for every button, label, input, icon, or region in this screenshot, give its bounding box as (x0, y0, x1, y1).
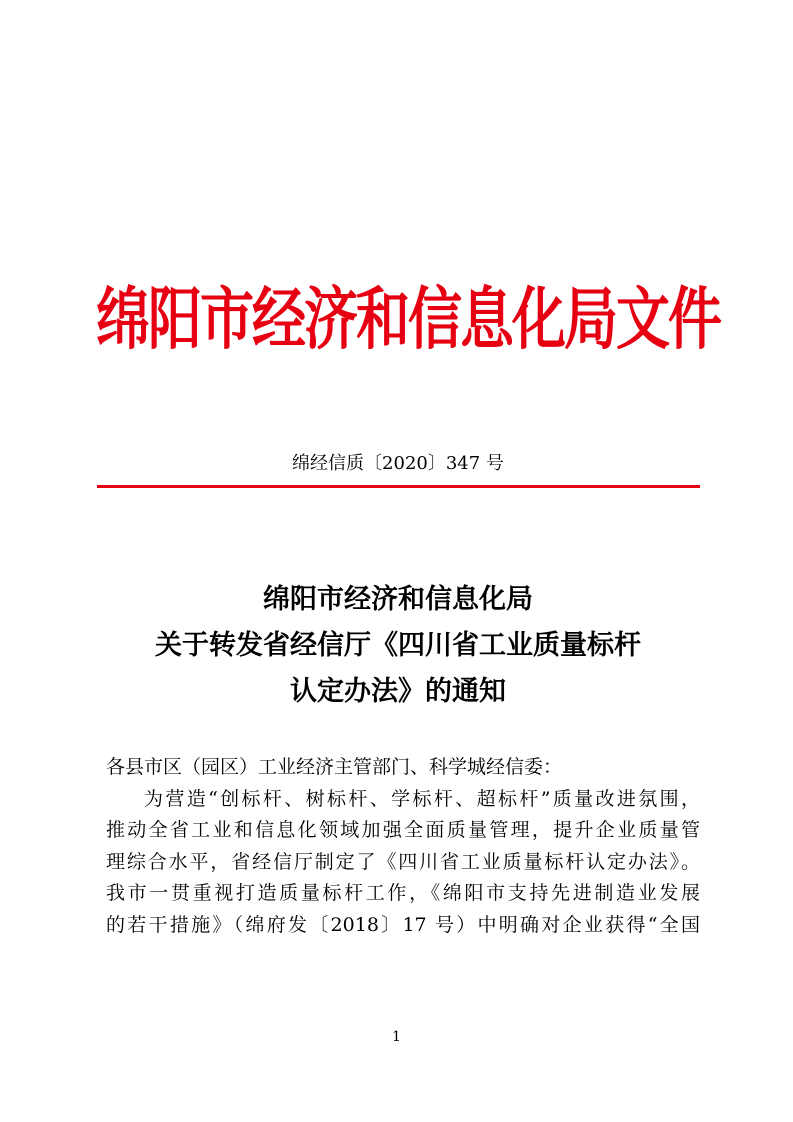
notice-title-line: 绵阳市经济和信息化局 (263, 584, 533, 615)
notice-title-line: 关于转发省经信厅《四川省工业质量标杆 (155, 630, 641, 661)
document-number: 绵经信质〔2020〕347 号 (292, 453, 504, 474)
paragraph-line: 理综合水平，省经信厅制定了《四川省工业质量标杆认定办法》。 (106, 850, 700, 873)
notice-title-line: 认定办法》的通知 (290, 676, 506, 707)
paragraph-line: 的若干措施》（绵府发〔2018〕17 号）中明确对企业获得“全国 (106, 913, 700, 936)
page-number: 1 (392, 1029, 401, 1045)
red-header-title: 绵阳市经济和信息化局文件 (96, 279, 720, 359)
paragraph-line: 为营造“创标杆、树标杆、学标杆、超标杆”质量改进氛围， (144, 787, 700, 810)
body-text (106, 752, 700, 941)
red-divider-line (97, 485, 700, 488)
notice-title (96, 577, 700, 715)
paragraph-line: 我市一贯重视打造质量标杆工作，《绵阳市支持先进制造业发展 (106, 882, 700, 904)
salutation: 各县市区（园区）工业经济主管部门、科学城经信委： (106, 756, 563, 778)
paragraph-line: 推动全省工业和信息化领域加强全面质量管理，提升企业质量管 (106, 819, 700, 841)
